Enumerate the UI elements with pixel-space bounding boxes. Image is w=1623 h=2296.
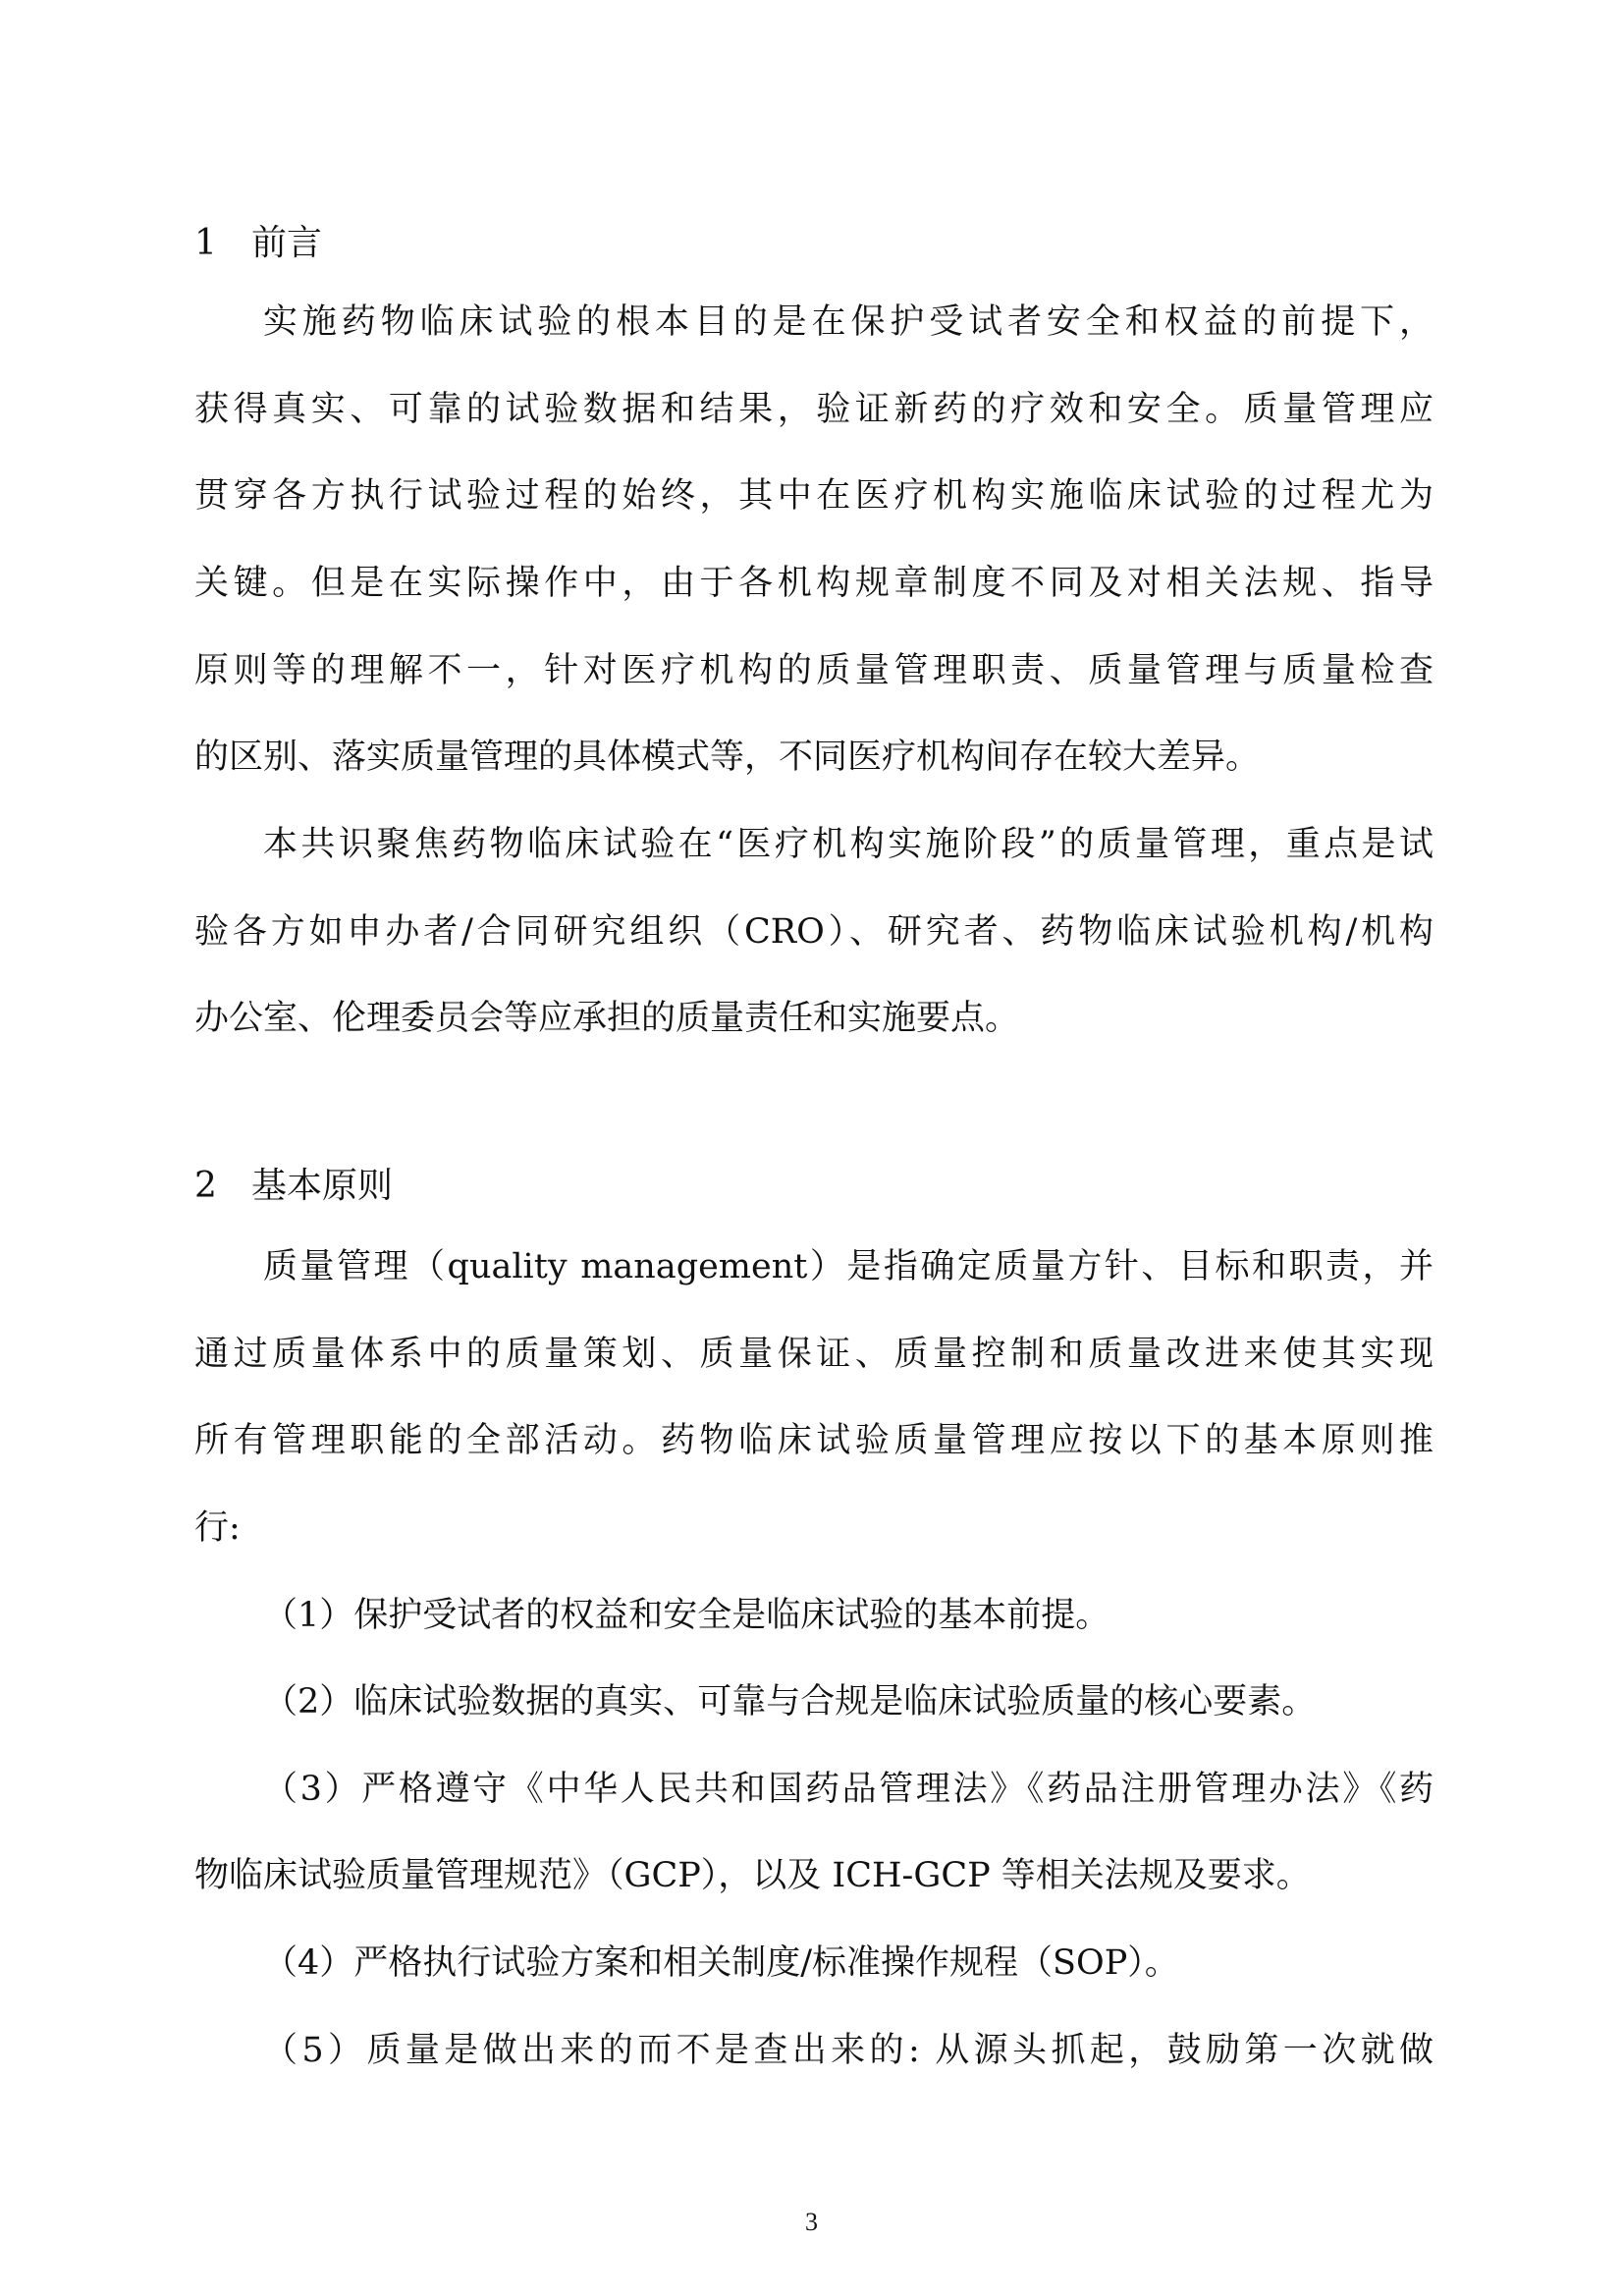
paragraph-line: 验各方如申办者/合同研究组织（CRO）、研究者、药物临床试验机构/机构 <box>194 912 1434 952</box>
paragraph-line: 实施药物临床试验的根本目的是在保护受试者安全和权益的前提下， <box>263 302 1434 342</box>
principle-item: （1）保护受试者的权益和安全是临床试验的基本前提。 <box>263 1596 1110 1635</box>
paragraph-line: 原则等的理解不一，针对医疗机构的质量管理职责、质量管理与质量检查 <box>194 651 1434 690</box>
section-1-number: 1 <box>194 223 217 263</box>
section-2-heading <box>194 1165 393 1208</box>
principle-item: （4）严格执行试验方案和相关制度/标准操作规程（SOP）。 <box>263 1943 1179 1983</box>
section-2-title: 基本原则 <box>251 1166 394 1206</box>
principle-item: （5）质量是做出来的而不是查出来的: 从源头抓起，鼓励第一次就做 <box>263 2031 1434 2070</box>
paragraph-line: 的区别、落实质量管理的具体模式等，不同医疗机构间存在较大差异。 <box>194 738 1261 777</box>
principle-item: （2）临床试验数据的真实、可靠与合规是临床试验质量的核心要素。 <box>263 1682 1317 1722</box>
paragraph-line: 办公室、伦理委员会等应承担的质量责任和实施要点。 <box>194 999 1020 1038</box>
principle-item: （3）严格遵守《中华人民共和国药品管理法》《药品注册管理办法》《药 <box>263 1770 1434 1809</box>
paragraph-line: 本共识聚焦药物临床试验在“医疗机构实施阶段”的质量管理，重点是试 <box>263 825 1434 864</box>
principle-item-continuation: 物临床试验质量管理规范》（GCP），以及 ICH-GCP 等相关法规及要求。 <box>194 1856 1311 1895</box>
paragraph-line: 获得真实、可靠的试验数据和结果，验证新药的疗效和安全。质量管理应 <box>194 390 1434 429</box>
page-number: 3 <box>805 2208 818 2236</box>
section-2-number: 2 <box>194 1166 217 1206</box>
section-1-heading <box>194 222 322 265</box>
section-1-title: 前言 <box>251 223 323 263</box>
paragraph-line: 贯穿各方执行试验过程的始终，其中在医疗机构实施临床试验的过程尤为 <box>194 476 1434 516</box>
paragraph-line: 关键。但是在实际操作中，由于各机构规章制度不同及对相关法规、指导 <box>194 564 1434 603</box>
paragraph-line: 所有管理职能的全部活动。药物临床试验质量管理应按以下的基本原则推 <box>194 1421 1434 1460</box>
paragraph-line: 行: <box>194 1508 241 1548</box>
paragraph-line: 通过质量体系中的质量策划、质量保证、质量控制和质量改进来使其实现 <box>194 1335 1434 1374</box>
paragraph-line: 质量管理（quality management）是指确定质量方针、目标和职责，并 <box>263 1247 1434 1286</box>
